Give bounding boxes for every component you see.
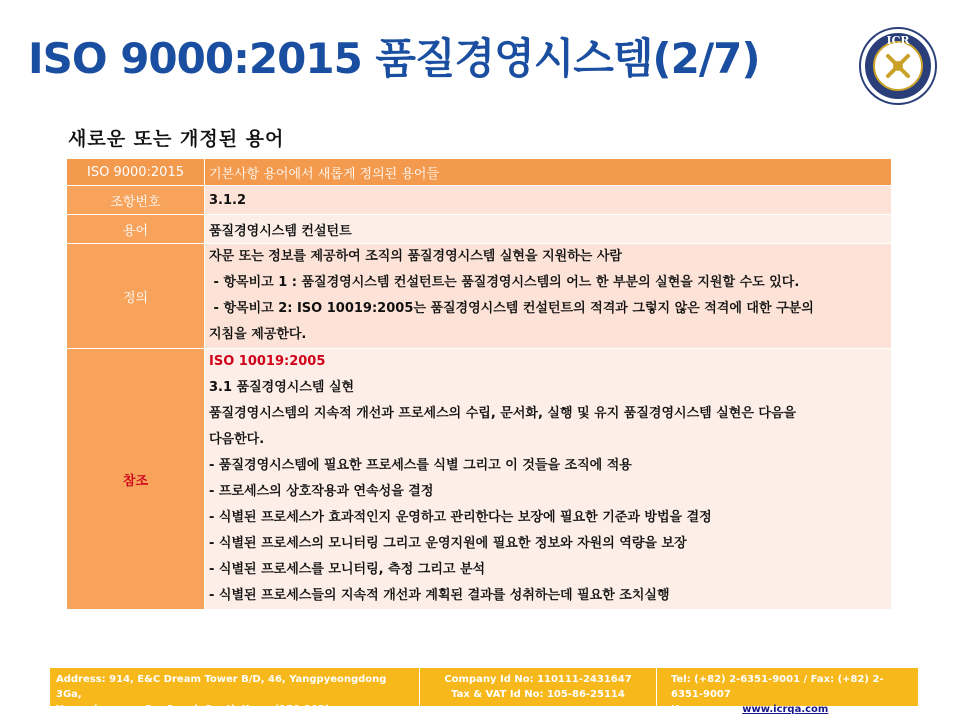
slide-title: ISO 9000:2015 품질경영시스템(2/7) — [28, 34, 760, 83]
reference-label: 참조 — [122, 473, 149, 489]
reference-line: - 프로세스의 상호작용과 연속성을 결정 — [209, 484, 434, 499]
reference-line: - 품질경영시스템에 필요한 프로세스를 식별 그리고 이 것들을 조직에 적용 — [209, 458, 632, 473]
terms-table — [66, 158, 892, 610]
table-row-clause — [67, 186, 892, 215]
footer-contact-line: Tel: (+82) 2-6351-9001 / Fax: (+82) 2-6351-9007 — [671, 674, 884, 700]
homepage-label: Home page: — [671, 704, 739, 715]
term-value: 품질경영시스템 컨설턴트 — [205, 215, 892, 244]
footer-address — [50, 668, 420, 715]
reference-line: - 식별된 프로세스들의 지속적 개선과 계획된 결과를 성취하는데 필요한 조치실행 — [209, 588, 670, 603]
footer-company-line: Company Id No: 110111-2431647 — [444, 674, 632, 685]
logo-text: ICR — [886, 34, 910, 47]
homepage-link[interactable]: www.icrqa.com — [742, 704, 829, 715]
table-header-row — [67, 159, 892, 186]
reference-value — [205, 349, 892, 610]
term-label: 용어 — [67, 215, 205, 244]
definition-line: 지침을 제공한다. — [209, 327, 307, 342]
reference-line: 품질경영시스템의 지속적 개선과 프로세스의 수립, 문서화, 실행 및 유지 품질경영시스템 실현은 다음을 — [209, 406, 797, 421]
footer-company — [420, 668, 657, 706]
definition-value — [205, 244, 892, 349]
footer-address-line: Address: 914, E&C Dream Tower B/D, 46, Yangpyeongdong 3Ga, — [56, 674, 387, 700]
footer-homepage — [671, 702, 912, 717]
definition-line: 자문 또는 정보를 제공하여 조직의 품질경영시스템 실현을 지원하는 사람 — [209, 249, 622, 264]
header-value-cell: 기본사항 용어에서 새롭게 정의된 용어들 — [205, 159, 892, 186]
reference-line: - 식별된 프로세스가 효과적인지 운영하고 관리한다는 보장에 필요한 기준과 방법을 결정 — [209, 510, 712, 525]
reference-label-cell — [67, 349, 205, 610]
definition-line: - 항목비고 1 : 품질경영시스템 컨설턴트는 품질경영시스템의 어느 한 부분의 실현을 지원할 수도 있다. — [209, 275, 800, 290]
footer-bar — [50, 668, 918, 715]
footer-contact — [657, 668, 918, 715]
clause-label: 조항번호 — [67, 186, 205, 215]
clause-value: 3.1.2 — [205, 186, 892, 215]
reference-line: 다음한다. — [209, 432, 265, 447]
footer-address-line: Yeongdeungpo-Gu, Seoul, South Korea(150-103) — [56, 704, 330, 715]
reference-line: - 식별된 프로세스의 모니터링 그리고 운영지원에 필요한 정보와 자원의 역량을 보장 — [209, 536, 687, 551]
definition-label: 정의 — [67, 244, 205, 349]
reference-line: 3.1 품질경영시스템 실현 — [209, 380, 355, 395]
table-row-definition — [67, 244, 892, 349]
icr-logo — [858, 26, 938, 106]
footer-company-line: Tax & VAT Id No: 105-86-25114 — [451, 689, 625, 700]
header-label-cell: ISO 9000:2015 — [67, 159, 205, 186]
table-row-reference — [67, 349, 892, 610]
reference-line: - 식별된 프로세스를 모니터링, 측정 그리고 분석 — [209, 562, 486, 577]
reference-source: ISO 10019:2005 — [209, 354, 326, 369]
section-heading: 새로운 또는 개정된 용어 — [68, 128, 285, 150]
table-row-term — [67, 215, 892, 244]
definition-line: - 항목비고 2: ISO 10019:2005는 품질경영시스템 컨설턴트의 적격과 그렇지 않은 적격에 대한 구분의 — [209, 301, 814, 316]
